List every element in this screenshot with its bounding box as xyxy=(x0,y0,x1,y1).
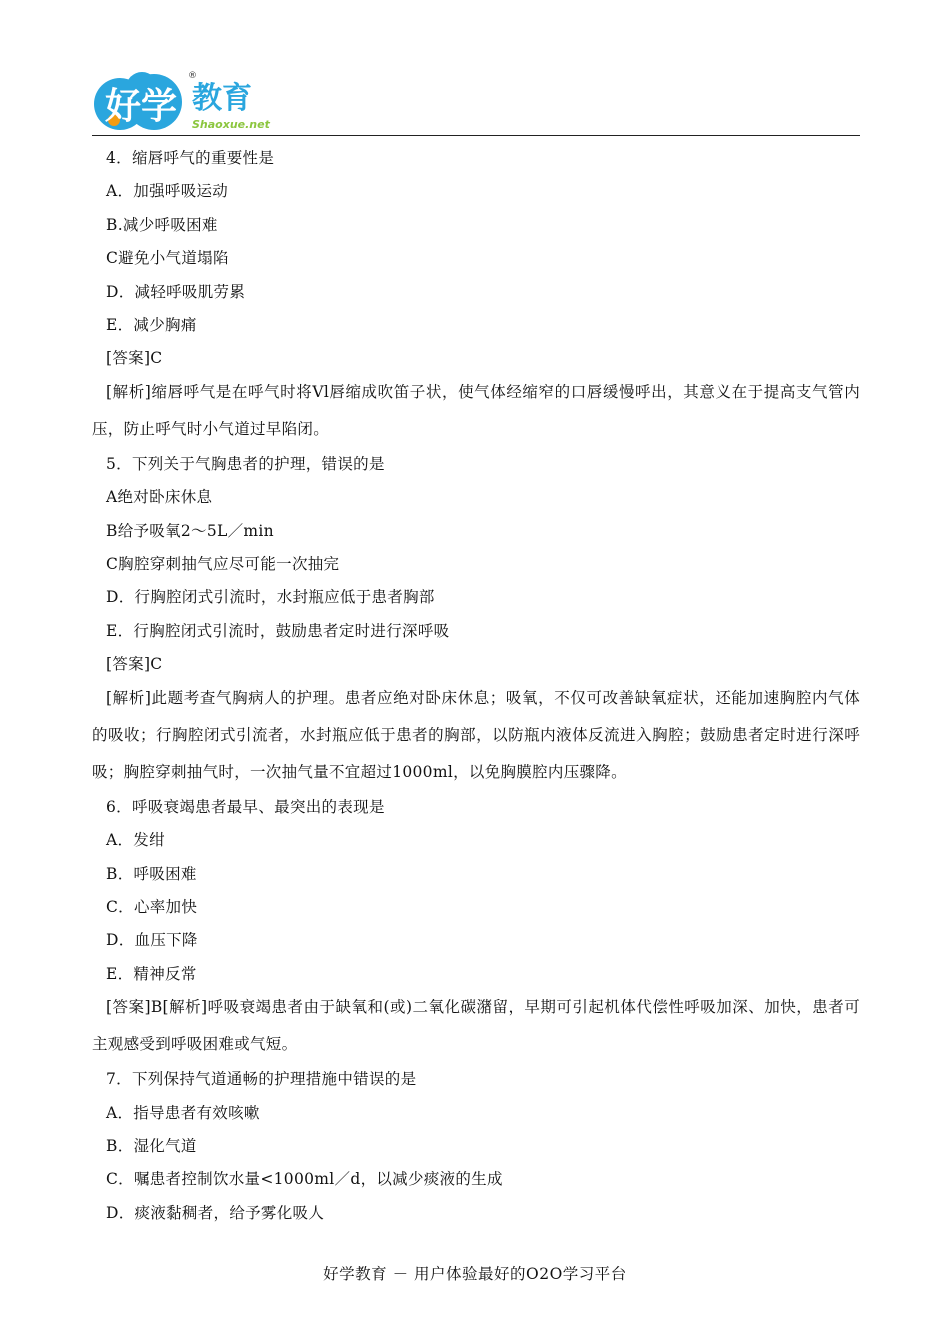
option: B．呼吸困难 xyxy=(106,864,197,883)
option: D．痰液黏稠者，给予雾化吸人 xyxy=(106,1203,325,1222)
logo-url: Shaoxue.net xyxy=(192,118,270,131)
question-stem: 5．下列关于气胸患者的护理，错误的是 xyxy=(106,454,385,473)
option: E．行胸腔闭式引流时，鼓励患者定时进行深呼吸 xyxy=(106,621,450,640)
analysis: [解析]缩唇呼气是在呼气时将Vl唇缩成吹笛子状，使气体经缩窄的口唇缓慢呼出，其意义在于提高支气管内压，防止呼气时小气道过早陷闭。 xyxy=(92,382,860,438)
option: C胸腔穿刺抽气应尽可能一次抽完 xyxy=(106,555,340,574)
question-stem: 4．缩唇呼气的重要性是 xyxy=(106,149,275,167)
option: A．加强呼吸运动 xyxy=(106,182,229,201)
question-stem: 7．下列保持气道通畅的护理措施中错误的是 xyxy=(106,1070,417,1089)
option: B给予吸氧2～5L／min xyxy=(106,521,274,540)
option: A．发绀 xyxy=(106,831,165,850)
logo-text: 好学 xyxy=(105,86,178,127)
page-footer: 好学教育 － 用户体验最好的O2O学习平台 xyxy=(323,1265,627,1283)
option: D．减轻呼吸肌劳累 xyxy=(106,282,246,301)
option: B．湿化气道 xyxy=(106,1136,197,1155)
document-body xyxy=(92,142,860,1230)
registered-mark: ® xyxy=(188,71,197,81)
header-divider xyxy=(92,135,860,136)
option: C避免小气道塌陷 xyxy=(106,249,229,268)
option: C．嘱患者控制饮水量<1000ml／d，以减少痰液的生成 xyxy=(106,1170,503,1189)
option: D．血压下降 xyxy=(106,931,198,950)
option: C．心率加快 xyxy=(106,897,198,916)
option: E．减少胸痛 xyxy=(106,316,197,335)
shaoxue-logo xyxy=(92,66,352,136)
option: A绝对卧床休息 xyxy=(106,488,213,507)
answer: [答案]C xyxy=(106,349,163,368)
option: E．精神反常 xyxy=(106,964,197,983)
option: B.减少呼吸困难 xyxy=(106,215,218,234)
question-stem: 6．呼吸衰竭患者最早、最突出的表现是 xyxy=(106,797,385,816)
analysis: [解析]此题考查气胸病人的护理。患者应绝对卧床休息；吸氧，不仅可改善缺氧症状，还能加速胸腔内气体的吸收；行胸腔闭式引流者，水封瓶应低于患者的胸部，以防瓶内液体反流进入胸腔；鼓励患者定时进行深呼吸；胸腔穿刺抽气时，一次抽气量不宜超过1000ml，以免胸膜腔内压骤降。 xyxy=(92,688,860,781)
option: D．行胸腔闭式引流时，水封瓶应低于患者胸部 xyxy=(106,588,435,607)
logo-text-2: 教育 xyxy=(192,81,252,116)
page-header xyxy=(92,66,860,136)
option: A．指导患者有效咳嗽 xyxy=(106,1103,260,1122)
answer: [答案]C xyxy=(106,655,163,674)
answer-analysis: [答案]B[解析]呼吸衰竭患者由于缺氧和(或)二氧化碳潴留，早期可引起机体代偿性呼吸加深、加快，患者可主观感受到呼吸困难或气短。 xyxy=(92,998,860,1054)
